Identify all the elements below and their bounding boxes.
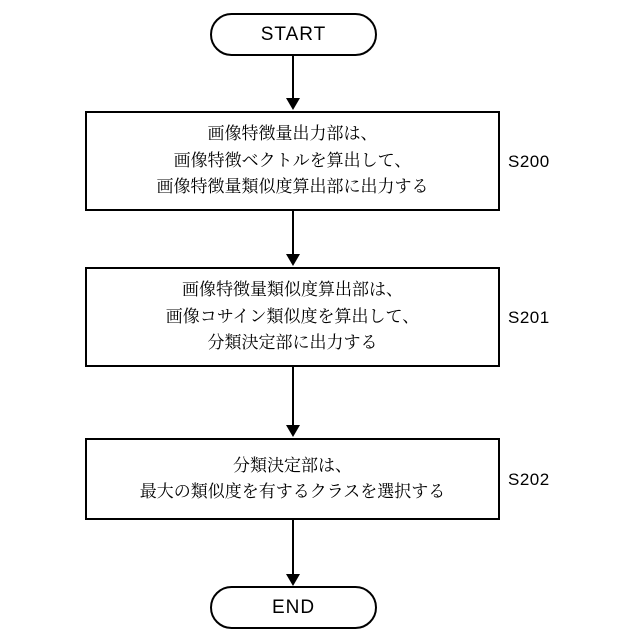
node-s200-label: 画像特徴量出力部は、 画像特徴ベクトルを算出して、 画像特徴量類似度算出部に出力する [156, 124, 429, 197]
node-start-label: START [260, 23, 327, 45]
step-label-s201: S201 [508, 308, 550, 327]
connector-s202-to-end [292, 520, 294, 576]
arrowhead-start-to-s200 [286, 98, 300, 110]
node-s201-label: 画像特徴量類似度算出部は、 画像コサイン類似度を算出して、 分類決定部に出力する [165, 280, 420, 353]
node-s200 [85, 111, 500, 211]
connector-s201-to-s202 [292, 367, 294, 427]
node-s202 [85, 438, 500, 520]
node-start [210, 13, 377, 56]
connector-start-to-s200 [292, 56, 294, 100]
step-label-s202: S202 [508, 470, 550, 489]
node-end [210, 586, 377, 629]
node-end-label: END [271, 596, 316, 618]
arrowhead-s202-to-end [286, 574, 300, 586]
arrowhead-s200-to-s201 [286, 254, 300, 266]
step-label-s200: S200 [508, 152, 550, 171]
connector-s200-to-s201 [292, 211, 294, 256]
arrowhead-s201-to-s202 [286, 425, 300, 437]
node-s201 [85, 267, 500, 367]
node-s202-label: 分類決定部は、 最大の類似度を有するクラスを選択する [139, 455, 446, 501]
